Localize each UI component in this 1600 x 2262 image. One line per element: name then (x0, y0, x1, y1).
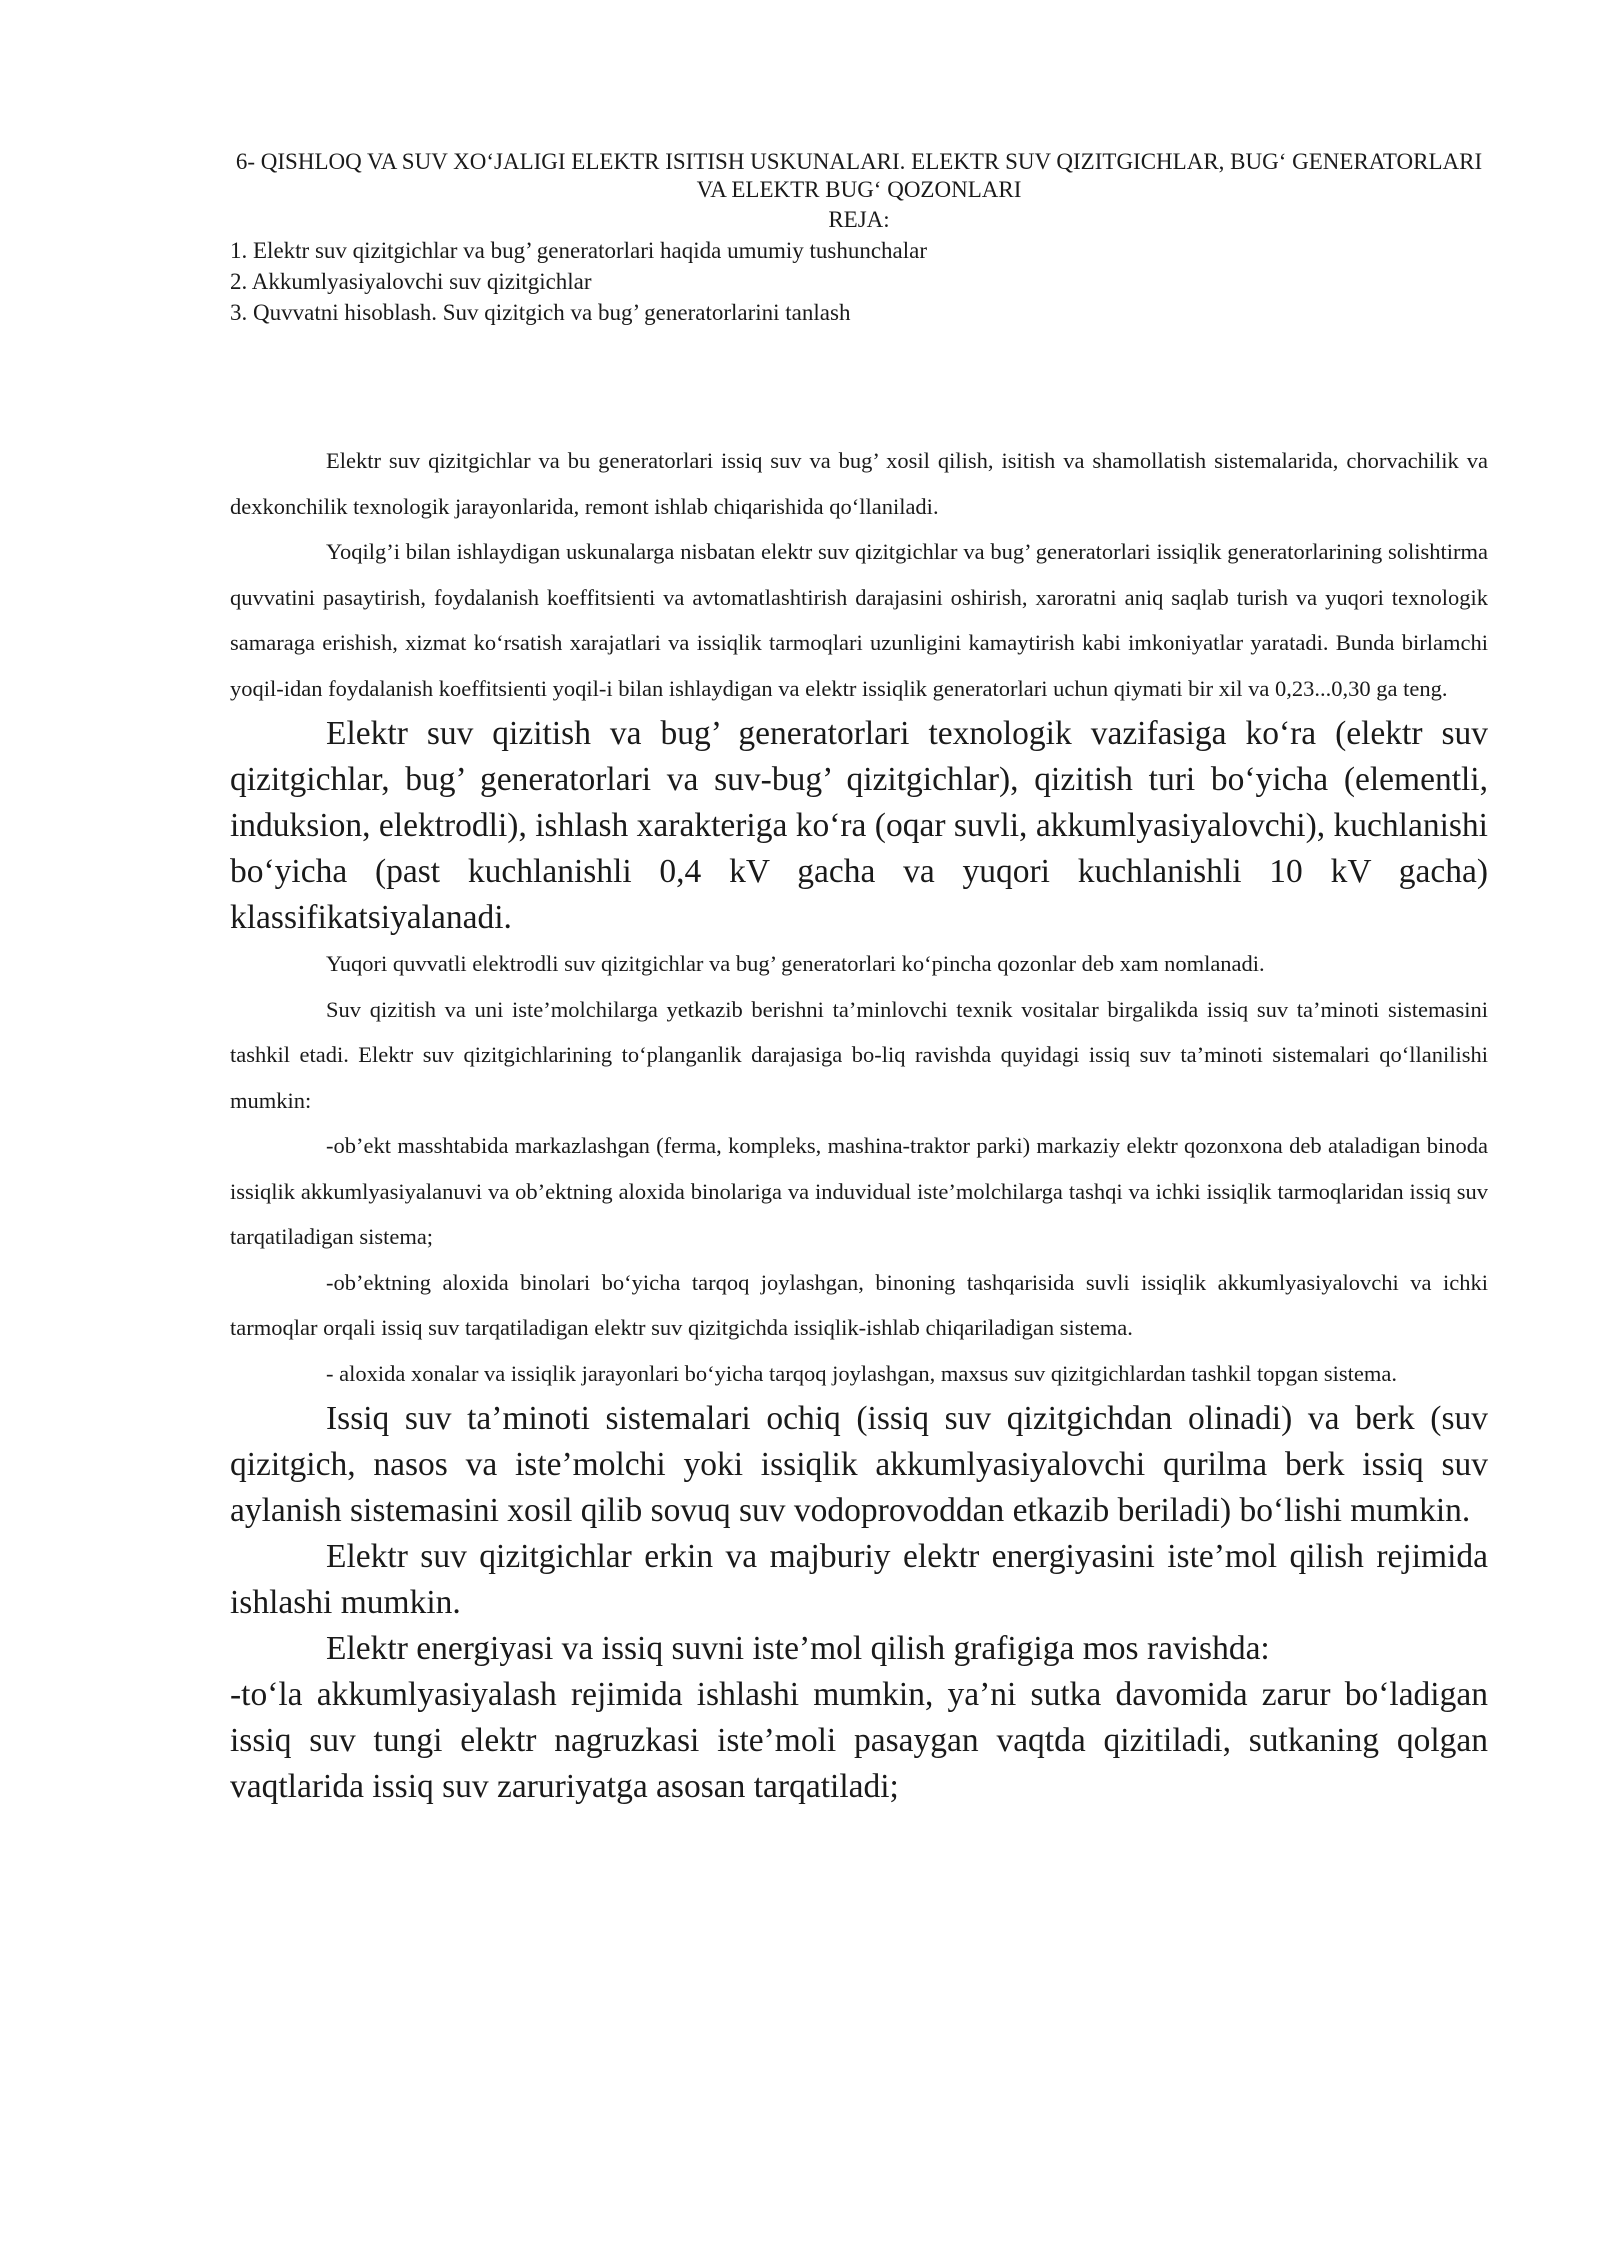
paragraph: -ob’ekt masshtabida markazlashgan (ferma, kompleks, mashina-traktor parki) markaziy elektr qozonxona deb ataladigan binoda issiqlik akkumlyasiyalanuvi va ob’ektning aloxida binolariga va induvidual iste’molchilarga tashqi va ichki issiqlik tarmoqlaridan issiq suv tarqatiladigan sistema; (230, 1133, 1488, 1249)
paragraph: Elektr suv qizitish va bug’ generatorlari texnologik vazifasiga ko‘ra (elektr suv qizitgichlar, bug’ generatorlari va suv-bug’ qizitgichlar), qizitish turi bo‘yicha (elementli, induksion, elektrodli), ishlash xarakteriga ko‘ra (oqar suvli, akkumlyasiyalovchi), kuchlanishi bo‘yicha (past kuchlanishli 0,4 kV gacha va yuqori kuchlanishli 10 kV gacha) klassifikatsiyalanadi. (230, 715, 1488, 936)
plan-item: 2. Akkumlyasiyalovchi suv qizitgichlar (230, 269, 592, 294)
paragraph: Issiq suv ta’minoti sistemalari ochiq (issiq suv qizitgichdan olinadi) va berk (suv qizitgich, nasos va iste’molchi yoki issiqlik akkumlyasiyalovchi qurilma berk issiq suv aylanish sistemasini xosil qilib sovuq suv vodoprovoddan etkazib beriladi) bo‘lishi mumkin. (230, 1400, 1488, 1529)
paragraph: Yoqilg’i bilan ishlaydigan uskunalarga nisbatan elektr suv qizitgichlar va bug’ generatorlari issiqlik generatorlarining solishtirma quvvatini pasaytirish, foydalanish koeffitsienti va avtomatlashtirish darajasini oshirish, xaroratni aniq saqlab turish va yuqori texnologik samaraga erishish, xizmat ko‘rsatish xarajatlari va issiqlik tarmoqlari uzunligini kamaytirish kabi imkoniyatlar yaratadi. Bunda birlamchi yoqil-idan foydalanish koeffitsienti yoqil-i bilan ishlaydigan va elektr issiqlik generatorlari uchun qiymati bir xil va 0,23...0,30 ga teng. (230, 539, 1488, 701)
plan-item: 1. Elektr suv qizitgichlar va bug’ generatorlari haqida umumiy tushunchalar (230, 238, 928, 263)
document-title: 6- QISHLOQ VA SUV XO‘JALIGI ELEKTR ISITISH USKUNALARI. ELEKTR SUV QIZITGICHLAR, BUG‘ GENERATORLARI VA ELEKTR BUG‘ QOZONLARI (235, 149, 1483, 202)
plan-item: 3. Quvvatni hisoblash. Suv qizitgich va bug’ generatorlarini tanlash (230, 300, 851, 325)
paragraph: - aloxida xonalar va issiqlik jarayonlari bo‘yicha tarqoq joylashgan, maxsus suv qizitgichlardan tashkil topgan sistema. (326, 1360, 1397, 1386)
paragraph: Suv qizitish va uni iste’molchilarga yetkazib berishni ta’minlovchi texnik vositalar birgalikda issiq suv ta’minoti sistemasini tashkil etadi. Elektr suv qizitgichlarining to‘planganlik darajasiga bo-liq ravishda quyidagi issiq suv ta’minoti sistemalari qo‘llanilishi mumkin: (230, 996, 1488, 1113)
paragraph: Yuqori quvvatli elektrodli suv qizitgichlar va bug’ generatorlari ko‘pincha qozonlar deb xam nomlanadi. (326, 951, 1265, 976)
paragraph: -to‘la akkumlyasiyalash rejimida ishlashi mumkin, ya’ni sutka davomida zarur bo‘ladigan issiq suv tungi elektr nagruzkasi iste’moli pasaygan vaqtda qizitiladi, sutkaning qolgan vaqtlarida issiq suv zaruriyatga asosan tarqatiladi; (230, 1676, 1488, 1805)
paragraph: Elektr energiyasi va issiq suvni iste’mol qilish grafigiga mos ravishda: (326, 1630, 1270, 1667)
paragraph: Elektr suv qizitgichlar erkin va majburiy elektr energiyasini iste’mol qilish rejimida ishlashi mumkin. (230, 1538, 1488, 1621)
plan-heading: REJA: (828, 207, 890, 232)
document-page (230, 148, 1488, 1810)
paragraph: -ob’ektning aloxida binolari bo‘yicha tarqoq joylashgan, binoning tashqarisida suvli issiqlik akkumlyasiyalovchi va ichki tarmoqlar orqali issiq suv tarqatiladigan elektr suv qizitgichda issiqlik-ishlab chiqariladigan sistema. (230, 1269, 1488, 1340)
plan-list (230, 235, 1488, 328)
paragraph: Elektr suv qizitgichlar va bu generatorlari issiq suv va bug’ xosil qilish, isitish va shamollatish sistemalarida, chorvachilik va dexkonchilik texnologik jarayonlarida, remont ishlab chiqarishida qo‘llaniladi. (230, 448, 1488, 519)
